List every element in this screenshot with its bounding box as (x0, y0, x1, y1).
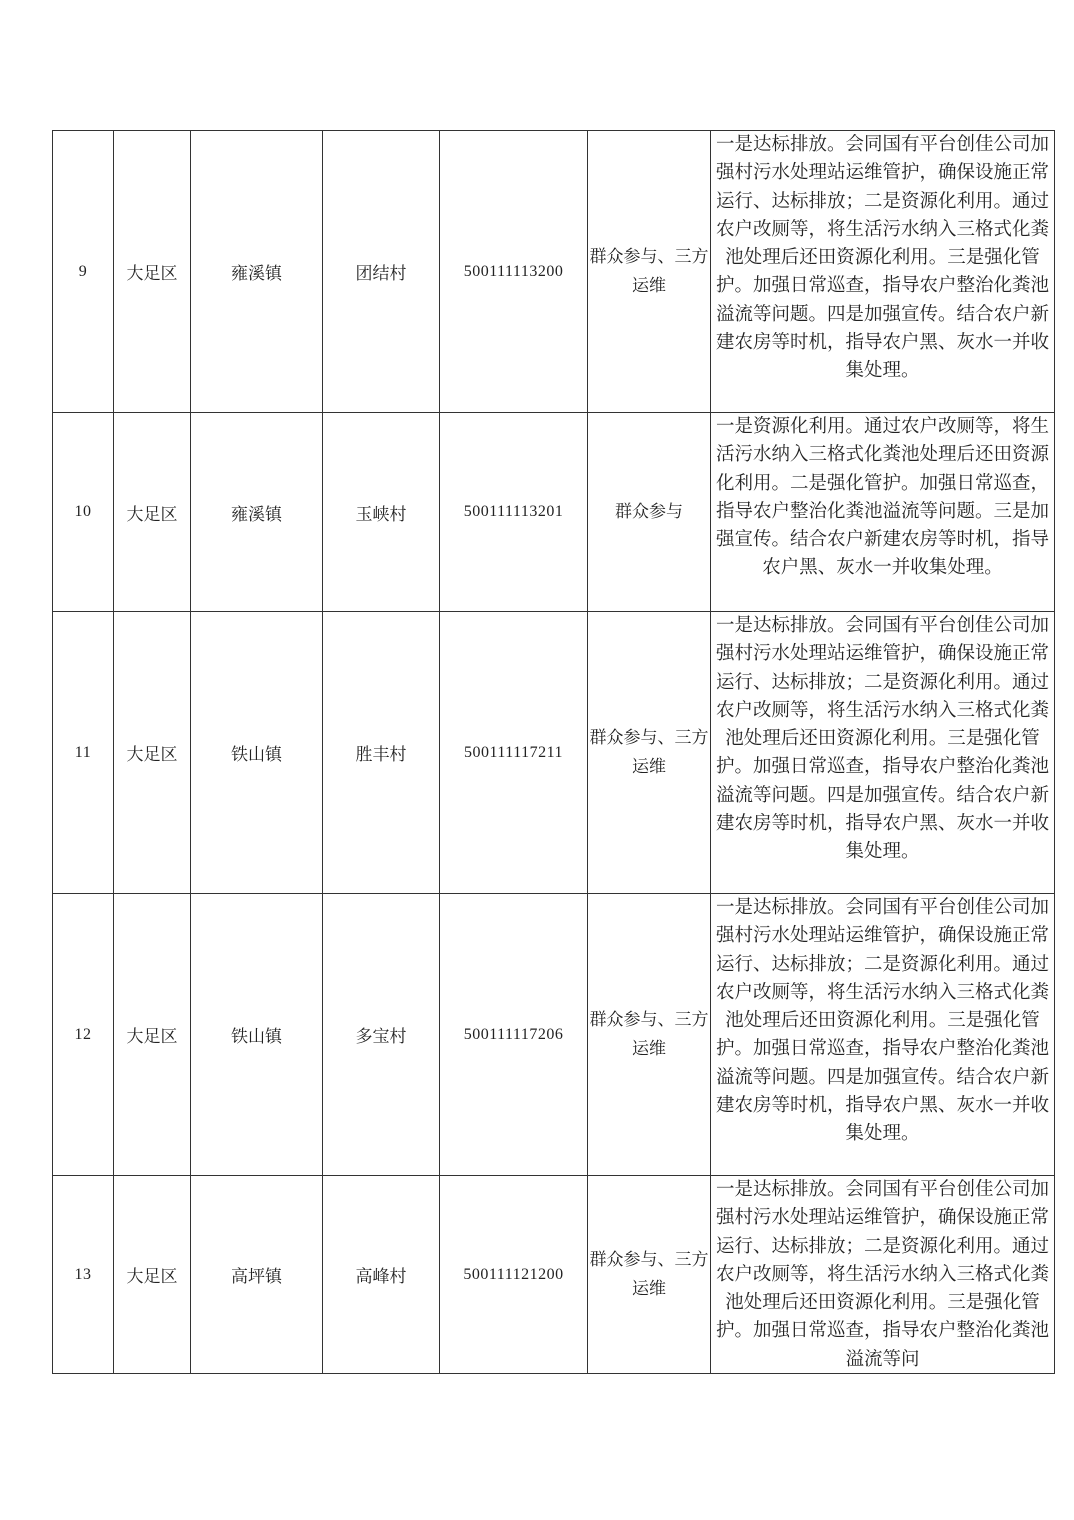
town-cell: 铁山镇 (191, 894, 323, 1176)
village-code-cell: 500111117211 (440, 612, 588, 894)
management-mode-cell: 群众参与、三方运维 (588, 1176, 711, 1374)
measures-text: 一是资源化利用。通过农户改厕等，将生活污水纳入三格式化粪池处理后还田资源化利用。二是强化管护。加强日常巡查，指导农户整治化粪池溢流等问题。三是加强宣传。结合农户新建农房等时机，指导农户黑、灰水一并收集处理。 (715, 416, 1049, 579)
table-row (53, 131, 1055, 413)
village-cell: 高峰村 (323, 1176, 440, 1374)
measures-cell (711, 131, 1055, 413)
management-mode-cell: 群众参与、三方运维 (588, 894, 711, 1176)
table-row (53, 1176, 1055, 1374)
measures-text: 一是达标排放。会同国有平台创佳公司加强村污水处理站运维管护，确保设施正常运行、达标排放；二是资源化利用。通过农户改厕等，将生活污水纳入三格式化粪池处理后还田资源化利用。三是强化管护。加强日常巡查，指导农户整治化粪池溢流等问题。四是加强宣传。结合农户新建农房等时机，指导农户黑、灰水一并收集处理。 (715, 134, 1049, 382)
village-cell: 玉峡村 (323, 413, 440, 612)
measures-cell (711, 413, 1055, 612)
district-cell: 大足区 (114, 1176, 191, 1374)
town-cell: 铁山镇 (191, 612, 323, 894)
village-cell: 团结村 (323, 131, 440, 413)
row-number: 9 (53, 131, 114, 413)
management-mode-cell: 群众参与 (588, 413, 711, 612)
row-number: 13 (53, 1176, 114, 1374)
village-cell: 多宝村 (323, 894, 440, 1176)
district-cell: 大足区 (114, 131, 191, 413)
table-row (53, 413, 1055, 612)
measures-text: 一是达标排放。会同国有平台创佳公司加强村污水处理站运维管护，确保设施正常运行、达标排放；二是资源化利用。通过农户改厕等，将生活污水纳入三格式化粪池处理后还田资源化利用。三是强化管护。加强日常巡查，指导农户整治化粪池溢流等问 (715, 1179, 1049, 1370)
row-number: 12 (53, 894, 114, 1176)
town-cell: 雍溪镇 (191, 413, 323, 612)
measures-cell (711, 1176, 1055, 1374)
management-mode-cell: 群众参与、三方运维 (588, 612, 711, 894)
district-cell: 大足区 (114, 413, 191, 612)
town-cell: 雍溪镇 (191, 131, 323, 413)
village-code-cell: 500111121200 (440, 1176, 588, 1374)
town-cell: 高坪镇 (191, 1176, 323, 1374)
table-row (53, 612, 1055, 894)
table-row (53, 894, 1055, 1176)
measures-text: 一是达标排放。会同国有平台创佳公司加强村污水处理站运维管护，确保设施正常运行、达标排放；二是资源化利用。通过农户改厕等，将生活污水纳入三格式化粪池处理后还田资源化利用。三是强化管护。加强日常巡查，指导农户整治化粪池溢流等问题。四是加强宣传。结合农户新建农房等时机，指导农户黑、灰水一并收集处理。 (715, 615, 1049, 863)
measures-cell (711, 612, 1055, 894)
measures-cell (711, 894, 1055, 1176)
village-code-cell: 500111113201 (440, 413, 588, 612)
row-number: 10 (53, 413, 114, 612)
measures-text: 一是达标排放。会同国有平台创佳公司加强村污水处理站运维管护，确保设施正常运行、达标排放；二是资源化利用。通过农户改厕等，将生活污水纳入三格式化粪池处理后还田资源化利用。三是强化管护。加强日常巡查，指导农户整治化粪池溢流等问题。四是加强宣传。结合农户新建农房等时机，指导农户黑、灰水一并收集处理。 (715, 897, 1049, 1145)
district-cell: 大足区 (114, 894, 191, 1176)
row-number: 11 (53, 612, 114, 894)
district-cell: 大足区 (114, 612, 191, 894)
village-code-cell: 500111113200 (440, 131, 588, 413)
village-code-cell: 500111117206 (440, 894, 588, 1176)
village-cell: 胜丰村 (323, 612, 440, 894)
village-sewage-table (52, 130, 1055, 1374)
management-mode-cell: 群众参与、三方运维 (588, 131, 711, 413)
